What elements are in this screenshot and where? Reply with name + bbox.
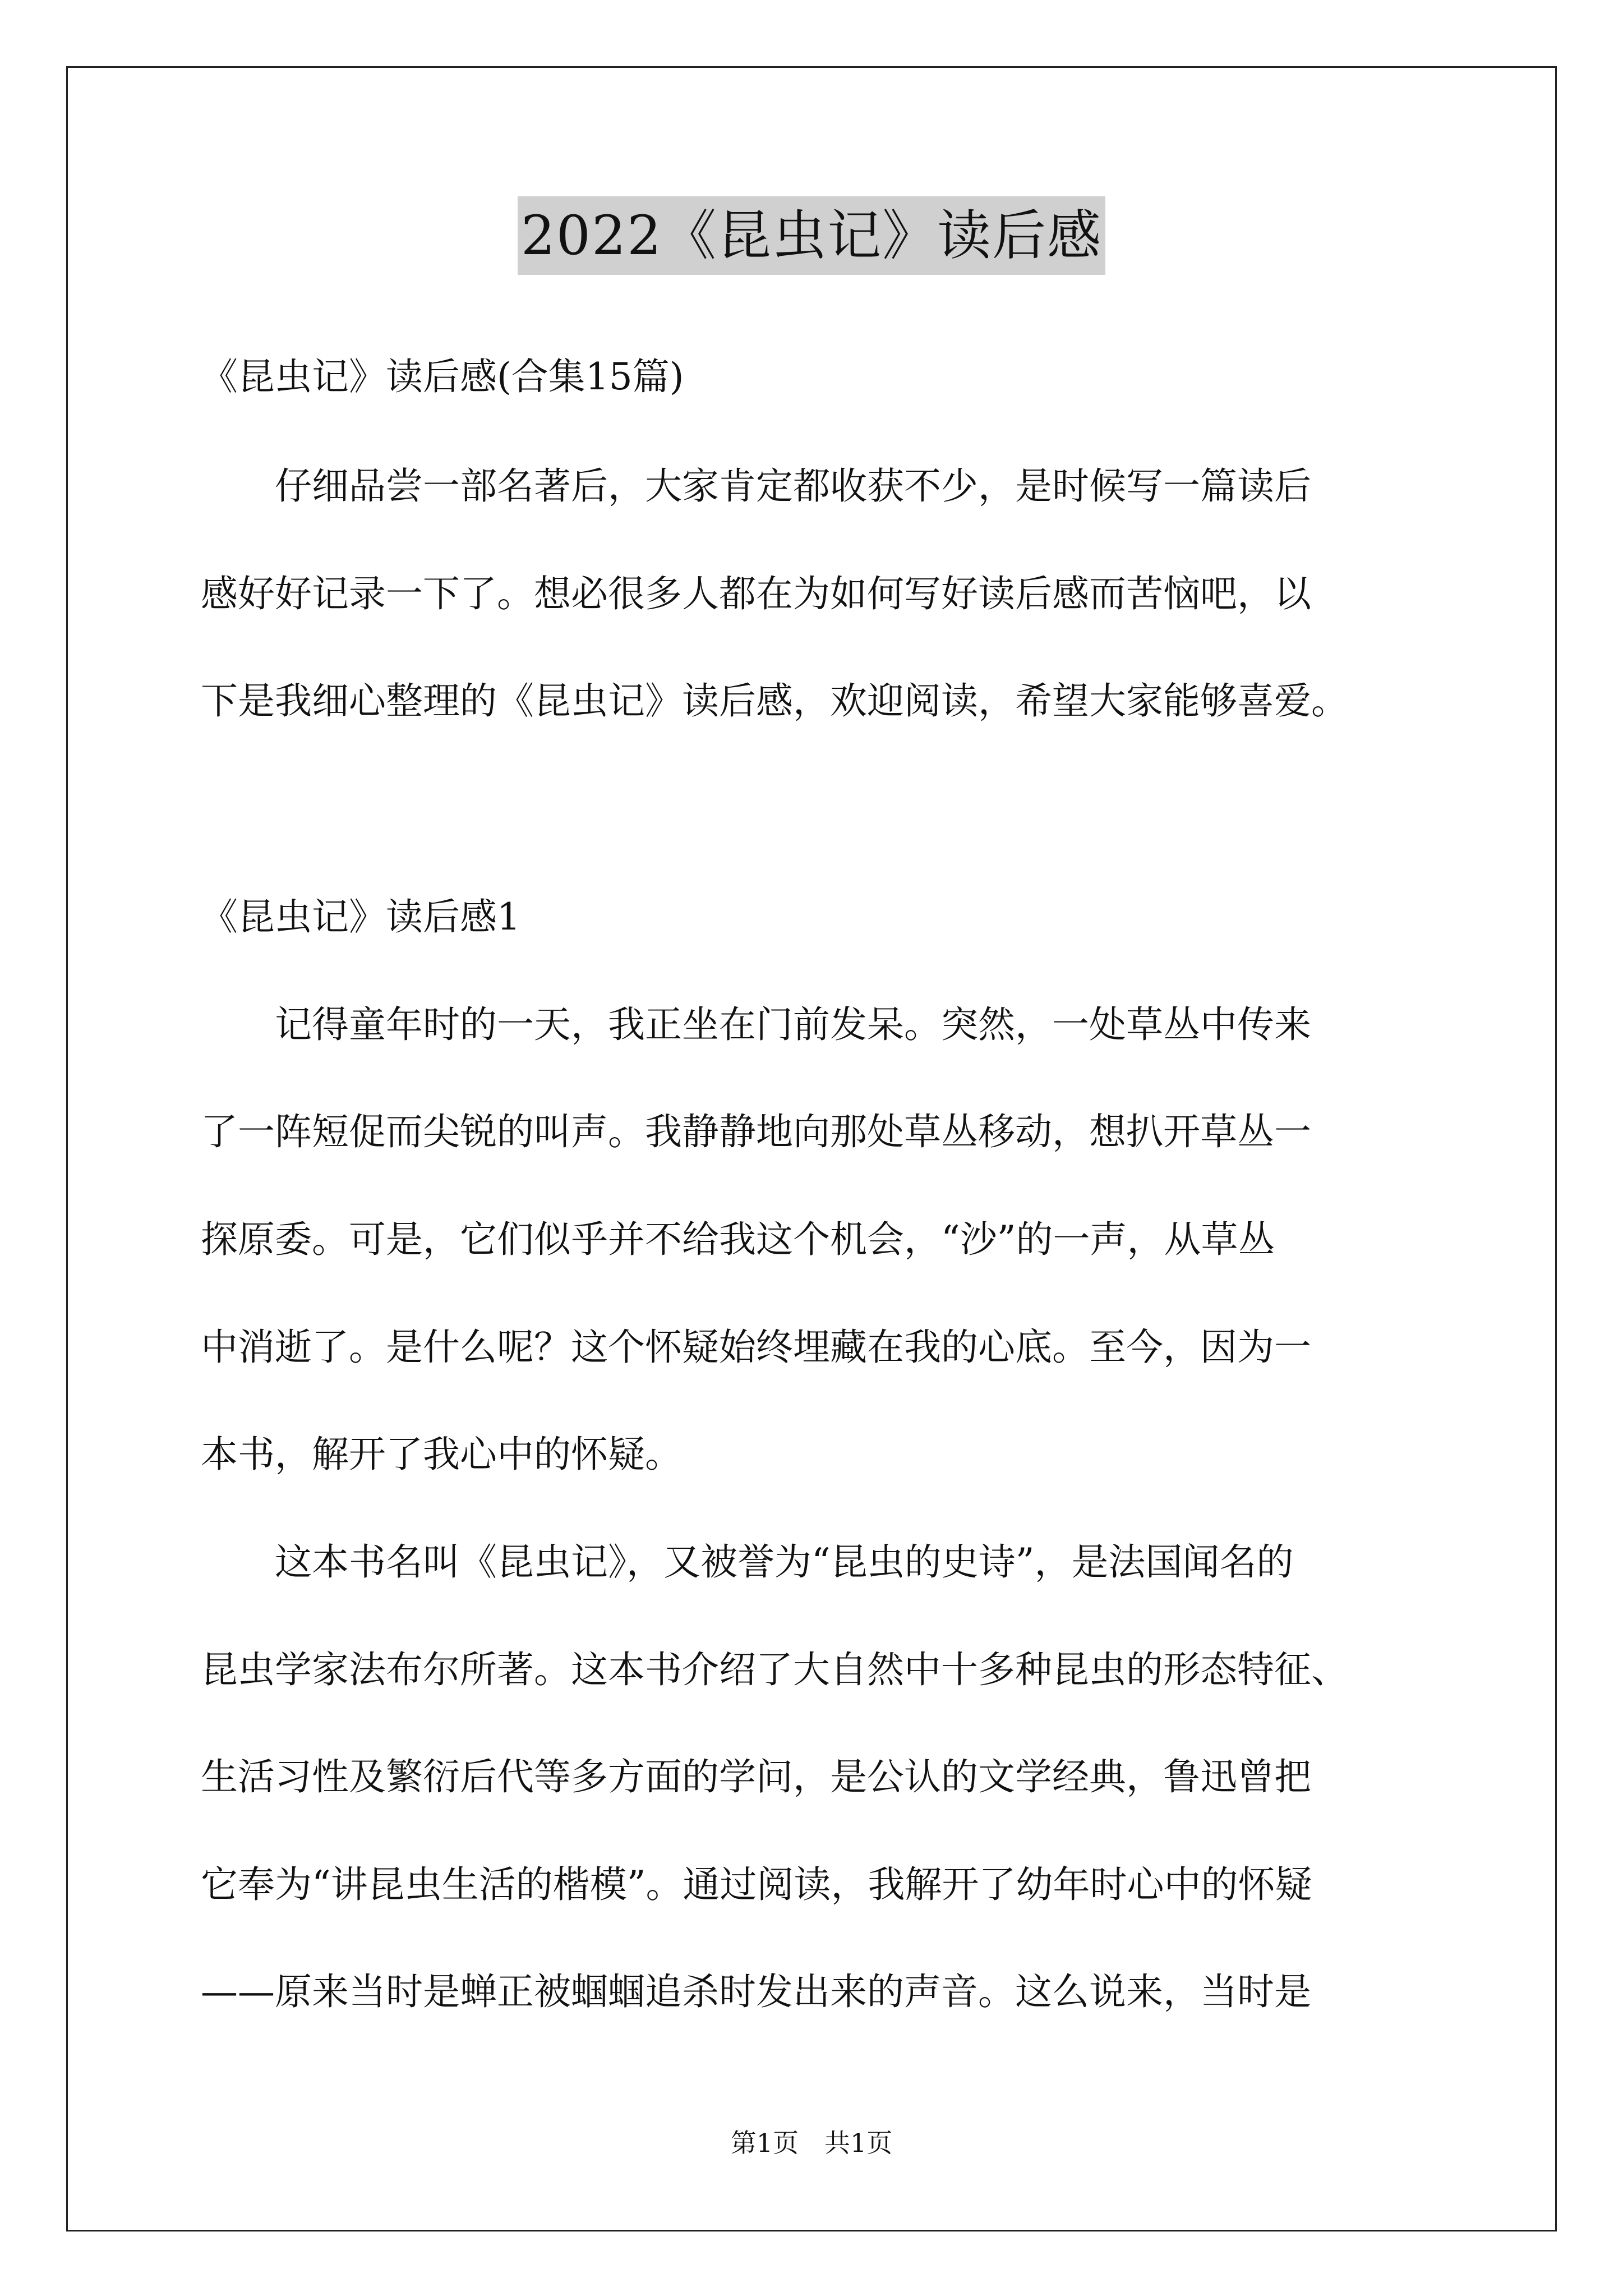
subtitle-line: 《昆虫记》读后感(合集15篇) [201, 355, 684, 398]
text-line: 昆虫学家法布尔所著。这本书介绍了大自然中十多种昆虫的形态特征、 [201, 1648, 1348, 1691]
text-line: 生活习性及繁衍后代等多方面的学问，是公认的文学经典，鲁迅曾把 [201, 1755, 1311, 1798]
title-container [0, 196, 1623, 275]
text-line: 本书，解开了我心中的怀疑。 [201, 1433, 682, 1476]
document-title: 2022《昆虫记》读后感 [518, 196, 1105, 275]
text-line: 探原委。可是，它们似乎并不给我这个机会，“沙”的一声，从草丛 [201, 1218, 1275, 1261]
page-footer: 第1页 共1页 [730, 2128, 893, 2158]
text-line: 下是我细心整理的《昆虫记》读后感，欢迎阅读，希望大家能够喜爱。 [201, 679, 1348, 723]
text-line: 记得童年时的一天，我正坐在门前发呆。突然，一处草丛中传来 [201, 1003, 1311, 1046]
text-line: 了一阵短促而尖锐的叫声。我静静地向那处草丛移动，想扒开草丛一 [201, 1110, 1311, 1153]
section-heading: 《昆虫记》读后感1 [201, 895, 520, 938]
text-line: 中消逝了。是什么呢？这个怀疑始终埋藏在我的心底。至今，因为一 [201, 1326, 1311, 1369]
text-line: 仔细品尝一部名著后，大家肯定都收获不少，是时候写一篇读后 [201, 464, 1311, 508]
text-line: ——原来当时是蝉正被蝈蝈追杀时发出来的声音。这么说来，当时是 [201, 1970, 1311, 2013]
text-line: 感好好记录一下了。想必很多人都在为如何写好读后感而苦恼吧，以 [201, 572, 1311, 615]
text-line: 它奉为“讲昆虫生活的楷模”。通过阅读，我解开了幼年时心中的怀疑 [201, 1863, 1312, 1906]
text-line: 这本书名叫《昆虫记》，又被誉为“昆虫的史诗”，是法国闻名的 [201, 1540, 1294, 1584]
